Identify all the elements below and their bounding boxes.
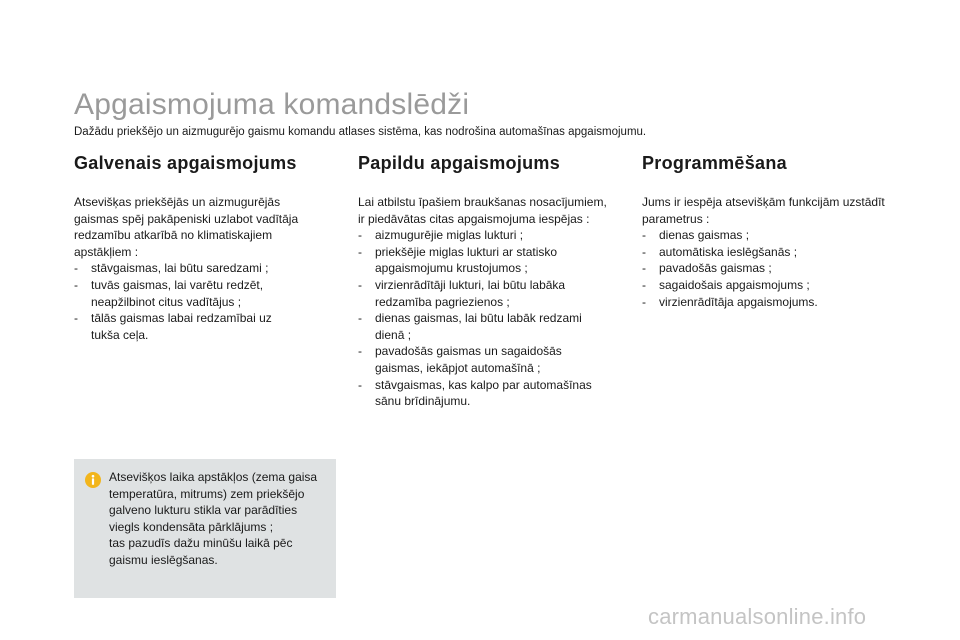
list-item-text: pavadošās gaismas un sagaidošās gaismas, iekāpjot automašīnā ;	[375, 344, 562, 375]
list-item	[74, 260, 334, 277]
list-item	[358, 227, 618, 244]
bullet-dash: -	[74, 277, 78, 292]
list-item	[358, 310, 618, 343]
list-item-text: tuvās gaismas, lai varētu redzēt, neapžilbinot citus vadītājus ;	[91, 277, 264, 309]
section-additional-lighting	[358, 150, 618, 410]
list-item	[74, 310, 334, 343]
bullet-dash: -	[358, 377, 362, 392]
list-item	[642, 294, 902, 311]
bullet-dash: -	[74, 261, 78, 276]
list-item	[358, 343, 618, 376]
list-item	[642, 227, 902, 244]
list-item-text: sagaidošais apgaismojums ;	[659, 277, 810, 292]
bullet-dash: -	[358, 344, 362, 359]
bullet-dash: -	[74, 311, 78, 326]
list-item-text: virzienrādītāji lukturi, lai būtu labāka redzamība pagriezienos ;	[375, 277, 566, 309]
section-list	[74, 260, 334, 343]
section-list	[642, 227, 902, 310]
list-item	[642, 277, 902, 294]
bullet-dash: -	[358, 311, 362, 326]
list-item-text: stāvgaismas, kas kalpo par automašīnas sānu brīdinājumu.	[375, 377, 592, 409]
section-heading: Papildu apgaismojums	[358, 153, 561, 173]
section-intro: Atsevišķas priekšējās un aizmugurējās gaismas spēj pakāpeniski uzlabot vadītāja redzamību atkarībā no klimatiskajiem apstākļiem :	[74, 195, 299, 259]
info-icon	[85, 472, 101, 488]
list-item-text: priekšējie miglas lukturi ar statisko apgaismojumu krustojumos ;	[375, 244, 558, 276]
page-subtitle: Dažādu priekšējo un aizmugurējo gaismu komandu atlases sistēma, kas nodrošina automašīnas apgaismojumu.	[74, 126, 647, 138]
list-item	[358, 244, 618, 277]
bullet-dash: -	[642, 277, 646, 292]
list-item-text: aizmugurējie miglas lukturi ;	[375, 228, 524, 243]
bullet-dash: -	[642, 228, 646, 243]
list-item-text: dienas gaismas ;	[659, 228, 750, 243]
bullet-dash: -	[358, 244, 362, 259]
section-intro: Lai atbilstu īpašiem braukšanas nosacījumiem, ir piedāvātas citas apgaismojuma iespējas :	[358, 195, 607, 226]
list-item	[642, 260, 902, 277]
bullet-dash: -	[642, 294, 646, 309]
list-item-text: pavadošās gaismas ;	[659, 261, 772, 276]
info-note-text: Atsevišķos laika apstākļos (zema gaisa temperatūra, mitrums) zem priekšējo galveno lukturu stikla var parādīties viegls kondensāta pārklājums ; tas pazudīs dažu minūšu laikā pēc gaismu ieslēgšanas.	[109, 470, 318, 567]
bullet-dash: -	[642, 244, 646, 259]
info-note-box	[74, 459, 336, 598]
list-item-text: automātiska ieslēgšanās ;	[659, 244, 798, 259]
section-heading: Programmēšana	[642, 153, 787, 173]
section-list	[358, 227, 618, 410]
watermark: carmanualsonline.info	[648, 604, 867, 629]
section-heading: Galvenais apgaismojums	[74, 153, 297, 173]
section-main-lighting	[74, 150, 334, 343]
list-item	[358, 377, 618, 410]
page-title: Apgaismojuma komandslēdži	[74, 88, 470, 121]
list-item	[74, 277, 334, 310]
bullet-dash: -	[642, 261, 646, 276]
list-item-text: dienas gaismas, lai būtu labāk redzami dienā ;	[375, 311, 582, 342]
list-item	[358, 277, 618, 310]
bullet-dash: -	[358, 228, 362, 243]
section-programming	[642, 150, 902, 310]
list-item-text: stāvgaismas, lai būtu saredzami ;	[91, 261, 269, 276]
section-intro: Jums ir iespēja atsevišķām funkcijām uzstādīt parametrus :	[642, 195, 885, 226]
list-item	[642, 244, 902, 261]
list-item-text: tālās gaismas labai redzamībai uz tukša ceļa.	[91, 311, 272, 342]
bullet-dash: -	[358, 277, 362, 292]
list-item-text: virzienrādītāja apgaismojums.	[659, 294, 818, 309]
